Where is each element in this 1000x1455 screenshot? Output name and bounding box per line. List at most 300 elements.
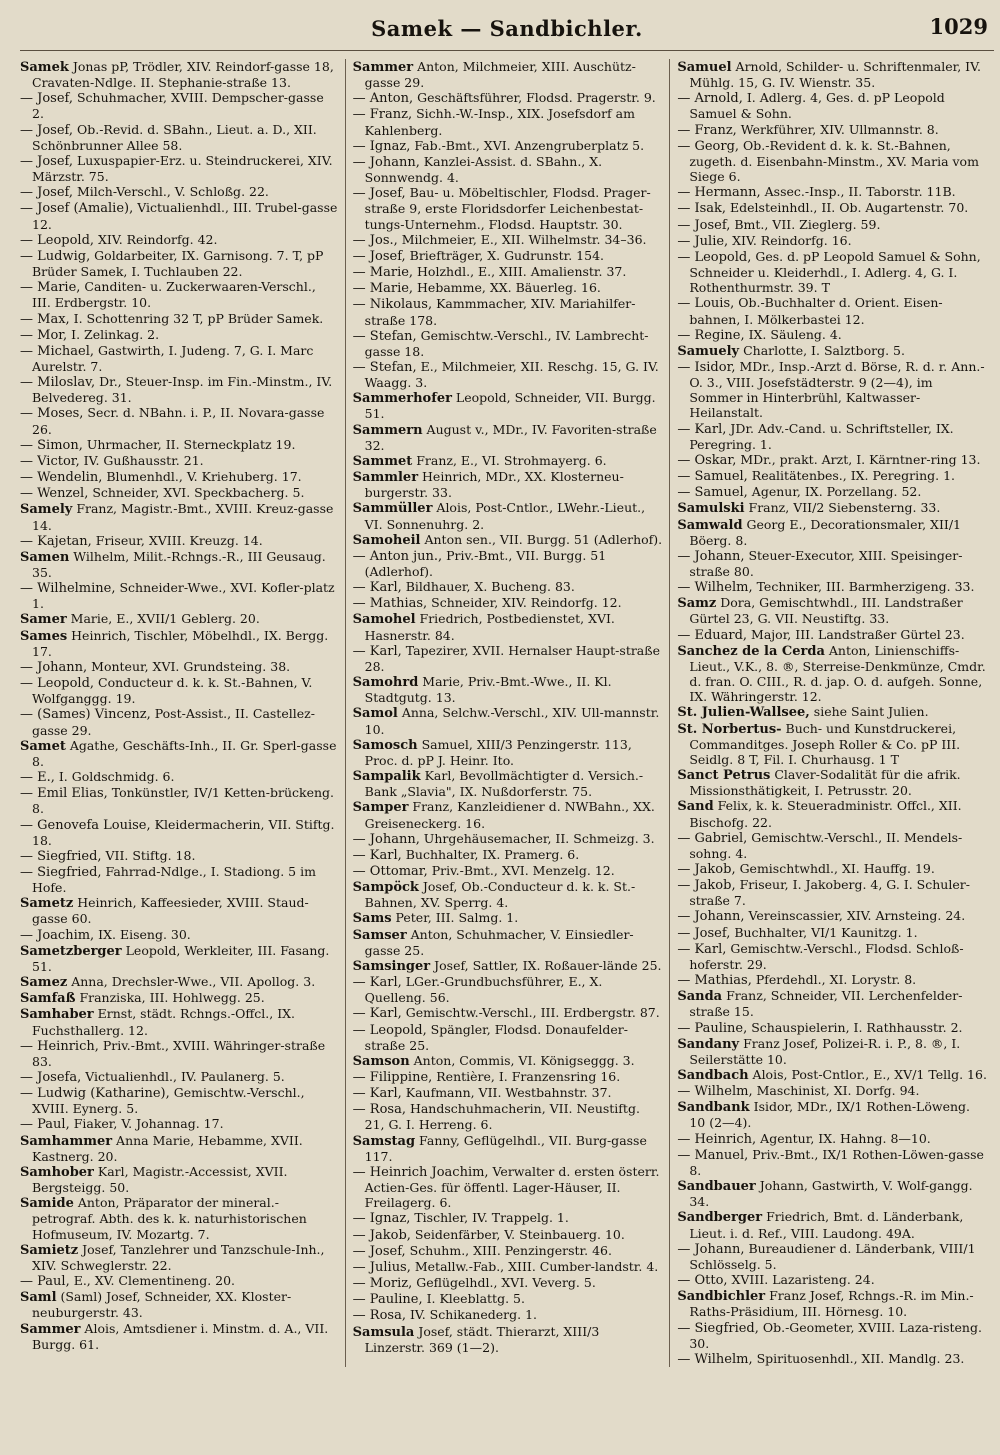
entry-details: Karl, Bevollmächtigter d. Versich.-Bank „Slavia", IX. Nußdorferstr. 75.	[364, 768, 644, 800]
entry-details: Uhrgehäusemacher, II. Schmeizg. 3.	[419, 830, 655, 846]
entry-details: Friseur, XVIII. Kreuzg. 14.	[91, 532, 263, 548]
entry-details: Franz, E., VI. Strohmayerg. 6.	[412, 452, 607, 468]
entry-details: Pferdehdl., XI. Lorystr. 8.	[751, 972, 917, 988]
entry-details: Johann, Gastwirth, V. Wolf-gangg. 34.	[689, 1178, 973, 1210]
directory-entry	[677, 861, 987, 877]
entry-name: — Wilhelm,	[677, 1351, 753, 1367]
entry-details: Uhrmacher, II. Sterneckplatz 19.	[82, 436, 296, 452]
entry-name: — Simon,	[20, 437, 83, 453]
entry-name: — Moriz,	[352, 1276, 413, 1292]
entry-details: Schauspielerin, I. Rathhausstr. 2.	[747, 1019, 963, 1035]
entry-details: Josef, Sattler, IX. Roßauer-lände 25.	[430, 957, 662, 973]
entry-details: (Saml) Josef, Schneider, XX. Kloster-neuburgerstr. 43.	[32, 1289, 292, 1321]
entry-details: Karl, Magistr.-Accessist, XVII. Bergsteigg. 50.	[32, 1163, 288, 1196]
entry-details: Samuel, XIII/3 Penzingerstr. 113, Proc. d. pP J. Heinr. Ito.	[364, 736, 632, 768]
directory-entry	[677, 830, 987, 861]
entry-name: — Johann,	[677, 909, 745, 925]
directory-entry	[677, 908, 987, 924]
entry-name: — Stefan,	[352, 328, 417, 344]
entry-name: — Filippine,	[352, 1070, 433, 1085]
directory-entry	[353, 643, 663, 674]
entry-name: — Josef,	[677, 217, 731, 233]
directory-entry	[353, 927, 663, 958]
entry-name: — Nikolaus,	[352, 297, 433, 313]
directory-entry	[677, 200, 987, 216]
entry-name: — Rosa,	[352, 1308, 406, 1324]
entry-details: I. Schottenring 32 T, pP Brüder Samek.	[69, 310, 324, 326]
entry-name: — Johann,	[352, 154, 420, 170]
page-header	[20, 10, 994, 51]
directory-entry	[20, 327, 338, 343]
directory-entry	[353, 1210, 663, 1226]
directory-entry	[353, 469, 663, 500]
entry-name: — Johann,	[677, 1241, 745, 1257]
entry-name: — Karl,	[352, 975, 402, 991]
entry-details: Buchhalter, IX. Pramerg. 6.	[401, 846, 580, 862]
entry-details: MDr., prakt. Arzt, I. Kärntner-ring 13.	[736, 451, 981, 467]
entry-name: Sand	[677, 799, 714, 815]
directory-entry	[20, 311, 338, 327]
entry-name: — Wilhelm,	[677, 580, 753, 596]
directory-entry	[20, 927, 338, 943]
directory-entry	[20, 501, 338, 532]
entry-name: — (Sames) Vincenz,	[20, 707, 151, 723]
entry-name: — Ignaz,	[352, 1211, 411, 1227]
entry-name: — Wilhelm,	[677, 1084, 753, 1100]
entry-name: — Louis,	[677, 296, 735, 312]
directory-entry	[677, 295, 987, 326]
entry-name: — Josef,	[20, 122, 74, 138]
entry-name: — Wilhelmine,	[20, 581, 116, 597]
entry-details: Luxuspapier-Erz. u. Steindruckerei, XIV. Märzstr. 75.	[32, 152, 333, 185]
directory-entry	[677, 704, 987, 720]
directory-entry	[20, 1242, 338, 1273]
entry-name: — Joachim,	[20, 927, 95, 943]
entry-name: Samide	[20, 1196, 74, 1212]
entry-name: — Eduard,	[677, 627, 748, 643]
directory-entry	[353, 90, 663, 106]
entry-name: — Marie,	[20, 280, 81, 296]
entry-name: — Johann,	[677, 548, 745, 564]
directory-entry	[20, 864, 338, 895]
directory-entry	[20, 1038, 338, 1069]
entry-name: Sammerhofer	[352, 391, 452, 407]
entry-name: — Leopold,	[352, 1022, 427, 1038]
directory-entry	[353, 59, 663, 90]
directory-entry	[677, 1067, 987, 1083]
entry-name: Samwald	[677, 517, 743, 533]
entry-details: Peter, III. Salmg. 1.	[391, 910, 519, 926]
entry-details: Franz, Magistr.-Bmt., XVIII. Kreuz-gasse 14.	[32, 501, 334, 533]
entry-details: Bmt., VII. Zieglerg. 59.	[730, 216, 881, 232]
entry-name: — Victor,	[20, 453, 80, 469]
entry-details: Victualienhdl., III. Trubel-gasse 12.	[32, 200, 338, 232]
entry-name: — Johann,	[20, 659, 88, 675]
directory-entry	[677, 798, 987, 829]
entry-details: Schneider, XIV. Reindorfg. 12.	[427, 595, 622, 611]
directory-columns	[20, 59, 994, 1367]
directory-entry	[353, 974, 663, 1005]
entry-details: Gemischtw.-Verschl., II. Mendels-sohng. 4.	[689, 829, 963, 861]
entry-details: Priv.-Bmt., IX/1 Rothen-Löwen-gasse 8.	[689, 1146, 984, 1178]
entry-details: Handschuhmacherin, VII. Neustiftg. 21, G. I. Herreng. 6.	[364, 1101, 640, 1133]
entry-name: Samulski	[677, 501, 745, 517]
entry-name: — Karl,	[352, 1086, 402, 1102]
directory-entry	[677, 972, 987, 988]
directory-entry	[20, 1273, 338, 1289]
entry-details: Schneider, XVI. Speckbacherg. 5.	[88, 485, 305, 501]
entry-details: Claver-Sodalität für die afrik. Missionsthätigkeit, I. Petrusstr. 20.	[689, 767, 961, 799]
entry-details: Anton, Schuhmacher, V. Einsiedler-gasse 25.	[364, 926, 634, 958]
entry-details: Ob.-Geometer, XVIII. Laza-risteng. 30.	[689, 1319, 982, 1351]
entry-details: Anton, Linienschiffs-Lieut., V.K., 8. ®, Sterreise-Denkmünze, Cmdr. d. fran. O. CIII., R. d. jap. O. d. aufgeh. Sonne, IX. Währingerstr. 12.	[689, 642, 986, 705]
entry-details: Tischler, IV. Trappelg. 1.	[410, 1210, 569, 1226]
entry-name: — E.,	[20, 770, 55, 786]
entry-details: Spängler, Flodsd. Donaufelder-straße 25.	[364, 1021, 628, 1053]
directory-entry	[677, 877, 987, 908]
entry-details: IX. Säuleng. 4.	[744, 326, 842, 342]
entry-details: Monteur, XVI. Grundsteing. 38.	[87, 658, 291, 674]
directory-entry	[677, 249, 987, 295]
entry-details: Fab.-Bmt., XVI. Anzengruberplatz 5.	[410, 137, 645, 153]
entry-details: Anna, Selchw.-Verschl., XIV. Ull-mannstr. 10.	[364, 705, 660, 737]
entry-details: Bureaudiener d. Länderbank, VIII/1 Schlösselg. 5.	[689, 1240, 976, 1272]
entry-details: Schneider-Wwe., XVI. Kofler-platz 1.	[32, 580, 335, 612]
directory-entry	[677, 721, 987, 767]
entry-name: — Regine,	[677, 327, 745, 343]
directory-entry	[20, 1195, 338, 1241]
entry-details: Leopold, Schneider, VII. Burgg. 51.	[364, 390, 656, 422]
entry-name: — Heinrich Joachim,	[352, 1164, 489, 1180]
entry-name: — Pauline,	[677, 1020, 748, 1036]
entry-name: Samez	[20, 975, 68, 991]
entry-name: Sanct Petrus	[677, 768, 771, 784]
entry-details: Ges. d. pP Leopold Samuel & Sohn, Schneider u. Kleiderhdl., I. Adlerg. 4, G. I. Rothenthurmstr. 39. T	[689, 248, 981, 296]
entry-name: — Rosa,	[352, 1102, 406, 1118]
entry-name: — Arnold,	[677, 91, 743, 107]
entry-name: — Heinrich,	[677, 1131, 757, 1147]
directory-entry	[20, 469, 338, 485]
entry-name: — Stefan,	[352, 359, 417, 375]
entry-details: Ob.-Revid. d. SBahn., Lieut. a. D., XII. Schönbrunner Allee 58.	[32, 121, 317, 153]
directory-entry	[20, 895, 338, 926]
entry-name: — Ludwig (Katharine),	[20, 1086, 170, 1102]
entry-name: Sams	[352, 911, 392, 927]
entry-details: Ob.-Buchhalter d. Orient. Eisen-bahnen, I. Mölkerbastei 12.	[689, 295, 943, 327]
entry-name: — Jakob,	[677, 861, 736, 877]
entry-name: Sammern	[352, 422, 423, 438]
entry-details: I. Adlerg. 4, Ges. d. pP Leopold Samuel & Sohn.	[689, 90, 945, 122]
entry-name: Saml	[20, 1290, 57, 1306]
entry-name: — Karl,	[352, 847, 402, 863]
directory-entry	[353, 500, 663, 531]
entry-name: Sandbach	[677, 1068, 749, 1083]
directory-entry	[677, 643, 987, 705]
directory-entry	[20, 405, 338, 436]
directory-entry	[20, 580, 338, 611]
entry-details: Verwalter d. ersten österr. Actien-Ges. für öffentl. Lager-Häuser, II. Freilagerg. 6.	[364, 1163, 660, 1211]
directory-entry	[677, 1099, 987, 1130]
directory-entry	[677, 122, 987, 138]
entry-details: Agenur, IX. Porzellang. 52.	[747, 484, 922, 500]
entry-name: — Siegfried,	[677, 1320, 759, 1336]
entry-details: Friseur, I. Jakoberg. 4, G. I. Schuler-straße 7.	[689, 877, 970, 909]
entry-name: — Josef,	[20, 91, 74, 107]
entry-details: Heinrich, Tischler, Möbelhdl., IX. Bergg. 17.	[32, 627, 329, 659]
entry-details: LGer.-Grundbuchsführer, E., X. Quelleng. 56.	[364, 974, 603, 1006]
entry-details: Spirituosenhdl., XII. Mandlg. 23.	[752, 1350, 965, 1366]
entry-name: — Josefa,	[20, 1070, 82, 1085]
directory-entry	[353, 532, 663, 548]
entry-details: Charlotte, I. Salztborg. 5.	[739, 342, 905, 358]
entry-details: Jonas pP, Trödler, XIV. Reindorf-gasse 18, Cravaten-Ndlge. II. Stephanie-straße 13.	[32, 59, 334, 91]
entry-name: — Pauline,	[352, 1292, 423, 1308]
entry-details: Franz Josef, Polizei-R. i. P., 8. ®, I. Seilerstätte 10.	[689, 1035, 961, 1067]
directory-entry	[20, 549, 338, 580]
entry-details: Canditen- u. Zuckerwaaren-Verschl., III. Erdbergstr. 10.	[32, 279, 316, 311]
directory-entry	[677, 1147, 987, 1178]
directory-entry	[20, 738, 338, 769]
entry-name: — Wenzel,	[20, 486, 89, 502]
entry-name: — Ignaz,	[352, 138, 411, 154]
entry-name: — Ottomar,	[352, 863, 428, 879]
entry-name: — Georg,	[677, 138, 740, 154]
entry-name: — Josef,	[20, 185, 74, 201]
directory-entry	[20, 785, 338, 816]
entry-name: — Miloslav,	[20, 375, 96, 391]
entry-details: Franz, Schneider, VII. Lerchenfelder-straße 15.	[689, 988, 963, 1020]
entry-name: — Jakob,	[352, 1227, 411, 1243]
directory-entry	[353, 422, 663, 453]
entry-name: — Karl,	[677, 421, 727, 437]
entry-name: — Hermann,	[677, 185, 761, 201]
entry-name: — Anton jun.,	[352, 548, 443, 564]
entry-name: — Julie,	[677, 233, 729, 249]
entry-name: Samietz	[20, 1242, 79, 1258]
entry-name: Samohel	[352, 612, 416, 628]
entry-details: Rentière, I. Franzensring 16.	[432, 1069, 621, 1084]
entry-details: Victualienhdl., IV. Paulanerg. 5.	[81, 1069, 285, 1084]
entry-name: — Johann,	[352, 831, 420, 847]
entry-details: Gastwirth, I. Judeng. 7, G. I. Marc Aurelstr. 7.	[32, 342, 314, 374]
entry-name: Samsula	[352, 1324, 415, 1340]
entry-name: — Moses,	[20, 406, 84, 422]
directory-entry	[20, 848, 338, 864]
directory-entry	[353, 1101, 663, 1132]
directory-entry	[677, 184, 987, 200]
entry-details: I. Kleeblattg. 5.	[422, 1291, 525, 1307]
entry-name: — Isidor,	[677, 359, 736, 375]
entry-name: — Paul,	[20, 1274, 70, 1290]
column-1	[20, 59, 345, 1367]
directory-entry	[677, 1288, 987, 1319]
entry-name: — Franz,	[677, 122, 737, 138]
entry-details: Sichh.-W.-Insp., XIX. Josefsdorf am Kahlenberg.	[364, 106, 635, 138]
directory-entry	[20, 437, 338, 453]
entry-details: Kammmacher, XIV. Mariahilfer-straße 178.	[364, 296, 636, 328]
entry-details: Buch- und Kunstdruckerei, Commanditges. Joseph Roller & Co. pP III. Seidlg. 8 T, Fil. I. Churhausg. 1 T	[689, 720, 961, 767]
entry-name: — Mathias,	[352, 596, 428, 612]
directory-entry	[677, 359, 987, 421]
entry-name: — Samuel,	[677, 469, 748, 485]
entry-name: Sandbank	[677, 1100, 750, 1116]
entry-details: Gemischtw.-Verschl., Flodsd. Schloß-hoferstr. 29.	[689, 940, 964, 972]
directory-entry	[353, 1085, 663, 1101]
directory-entry	[353, 154, 663, 185]
entry-name: — Josef,	[352, 248, 406, 264]
entry-name: Samhammer	[20, 1133, 113, 1149]
entry-details: Felix, k. k. Steueradministr. Offcl., XII. Bischofg. 22.	[689, 798, 962, 830]
entry-name: Samol	[352, 706, 398, 722]
entry-details: Bildhauer, X. Bucheng. 83.	[401, 579, 575, 595]
entry-details: Fahrrad-Ndlge., I. Stadiong. 5 im Hofe.	[32, 863, 316, 896]
entry-details: Anton, Präparator der mineral.-petrograf. Abth. des k. k. naturhistorischen Hofmuseum, IV. Mozartg. 7.	[32, 1195, 307, 1242]
directory-entry	[20, 59, 338, 90]
entry-details: Tonkünstler, IV/1 Ketten-brückeng. 8.	[32, 785, 334, 817]
directory-entry	[20, 1116, 338, 1132]
directory-entry	[20, 122, 338, 153]
directory-entry	[353, 910, 663, 926]
entry-details: Marie, E., XVII/1 Geblerg. 20.	[66, 611, 260, 627]
directory-entry	[677, 59, 987, 90]
column-2	[345, 59, 670, 1367]
entry-name: Sammer	[352, 60, 414, 75]
entry-details: Buchhalter, VI/1 Kaunitzg. 1.	[730, 924, 918, 940]
directory-entry	[677, 1020, 987, 1036]
entry-details: Secr. d. NBahn. i. P., II. Novara-gasse 26.	[32, 405, 325, 437]
entry-details: Conducteur d. k. k. St.-Bahnen, V. Wolfganggg. 19.	[32, 675, 313, 707]
entry-details: I. Goldschmidg. 6.	[54, 769, 175, 785]
directory-entry	[353, 296, 663, 327]
entry-details: Techniker, III. Barmherzigeng. 33.	[752, 579, 975, 595]
entry-name: Sammet	[352, 453, 413, 469]
directory-entry	[677, 452, 987, 468]
entry-details: Metallw.-Fab., XIII. Cumber-landstr. 4.	[410, 1258, 659, 1274]
entry-name: — Otto,	[677, 1273, 728, 1289]
directory-entry	[353, 1227, 663, 1243]
directory-entry	[677, 1178, 987, 1209]
entry-name: — Max,	[20, 311, 70, 327]
entry-name: — Ludwig,	[20, 248, 91, 264]
entry-name: — Josef (Amalie),	[20, 201, 134, 217]
directory-entry	[20, 611, 338, 627]
entry-details: Geschäftsführer, Flodsd. Pragerstr. 9.	[413, 90, 656, 106]
running-title: Samek — Sandbichler.	[371, 16, 643, 41]
directory-entry	[677, 1036, 987, 1067]
directory-entry	[677, 343, 987, 359]
entry-name: Sames	[20, 628, 68, 644]
directory-entry	[353, 799, 663, 830]
entry-name: — Josef,	[352, 186, 406, 202]
directory-entry	[20, 1006, 338, 1037]
directory-entry	[677, 327, 987, 343]
entry-name: Samhober	[20, 1164, 94, 1180]
entry-details: Anton sen., VII. Burgg. 51 (Adlerhof).	[420, 531, 663, 547]
entry-details: Heinrich, MDr., XX. Klosterneu-burgerstr. 33.	[364, 469, 624, 501]
directory-entry	[353, 737, 663, 768]
entry-details: Realitätenbes., IX. Peregring. 1.	[747, 468, 956, 484]
entry-details: Josef, städt. Thierarzt, XIII/3 Linzerstr. 369 (1—2).	[364, 1323, 600, 1355]
directory-entry	[677, 217, 987, 233]
directory-entry	[353, 1243, 663, 1259]
entry-name: Samstag	[352, 1133, 416, 1149]
entry-details: IV. Schikanederg. 1.	[405, 1307, 538, 1323]
entry-details: Werkführer, XIV. Ullmannstr. 8.	[736, 121, 939, 137]
entry-details: Heinrich, Kaffeesieder, XVIII. Staud-gasse 60.	[32, 895, 309, 927]
entry-name: — Karl,	[677, 941, 727, 957]
entry-name: — Emil Elias,	[20, 786, 108, 802]
entry-name: — Marie,	[352, 265, 414, 281]
entry-name: — Michael,	[20, 343, 94, 359]
directory-entry	[353, 863, 663, 879]
entry-name: — Manuel,	[677, 1147, 749, 1163]
entry-details: Friedrich, Postbedienstet, XVI. Hasnerstr. 84.	[364, 611, 615, 643]
entry-name: Sandbauer	[677, 1179, 756, 1195]
entry-details: Edelsteinhdl., II. Ob. Augartenstr. 70.	[726, 200, 969, 216]
entry-name: Sammler	[352, 470, 419, 486]
directory-entry	[20, 1164, 338, 1195]
directory-entry	[677, 500, 987, 516]
directory-entry	[20, 533, 338, 549]
entry-name: — Samuel,	[677, 485, 748, 501]
entry-name: — Jakob,	[677, 878, 736, 894]
directory-entry	[20, 817, 338, 848]
entry-name: Sampalik	[352, 769, 421, 785]
entry-name: — Karl,	[352, 580, 402, 596]
entry-details: Tapezirer, XVII. Hernalser Haupt-straße 28.	[364, 642, 661, 674]
directory-entry	[677, 988, 987, 1019]
directory-entry	[20, 1321, 338, 1352]
entry-details: Maschinist, XI. Dorfg. 94.	[752, 1083, 920, 1099]
directory-entry	[20, 90, 338, 121]
directory-entry	[353, 958, 663, 974]
directory-entry	[20, 343, 338, 374]
directory-entry	[677, 138, 987, 184]
entry-details: August v., MDr., IV. Favoriten-straße 32.	[364, 421, 657, 453]
entry-details: Milchmeier, E., XII. Wilhelmstr. 34–36.	[397, 231, 647, 247]
directory-entry	[677, 1083, 987, 1099]
directory-entry	[677, 421, 987, 452]
directory-entry	[353, 611, 663, 642]
entry-name: Samosch	[352, 737, 418, 753]
entry-details: Josef, Tanzlehrer und Tanzschule-Inh., XIV. Schweglerstr. 22.	[32, 1241, 325, 1273]
directory-entry	[353, 595, 663, 611]
entry-name: — Siegfried,	[20, 864, 102, 880]
directory-entry	[353, 548, 663, 579]
directory-entry	[677, 1272, 987, 1288]
entry-name: — Karl,	[352, 643, 402, 659]
entry-details: Post-Assist., II. Castellez-gasse 29.	[32, 706, 315, 738]
directory-entry	[20, 769, 338, 785]
directory-entry	[677, 468, 987, 484]
entry-details: Priv.-Bmt., XVI. Menzelg. 12.	[427, 862, 615, 878]
entry-name: Samfaß	[20, 991, 76, 1007]
entry-details: Dora, Gemischtwhdl., III. Landstraßer Gürtel 23, G. VII. Neustiftg. 33.	[689, 595, 963, 627]
entry-name: — Josef,	[352, 1243, 406, 1259]
entry-name: Samet	[20, 738, 66, 754]
entry-details: JDr. Adv.-Cand. u. Schriftsteller, IX. Peregring. 1.	[689, 420, 954, 452]
entry-details: Geflügelhdl., XVI. Veverg. 5.	[412, 1275, 596, 1291]
directory-entry	[353, 390, 663, 421]
directory-entry	[353, 359, 663, 390]
directory-entry	[20, 153, 338, 184]
directory-entry	[20, 374, 338, 405]
entry-details: Gemischtw.-Verschl., III. Erdbergstr. 87.	[401, 1005, 660, 1021]
directory-entry	[353, 879, 663, 910]
directory-entry	[353, 847, 663, 863]
entry-details: Agathe, Geschäfts-Inh., II. Gr. Sperl-gasse 8.	[32, 737, 337, 769]
entry-details: Isidor, MDr., IX/1 Rothen-Löweng. 10 (2—4).	[689, 1099, 971, 1131]
